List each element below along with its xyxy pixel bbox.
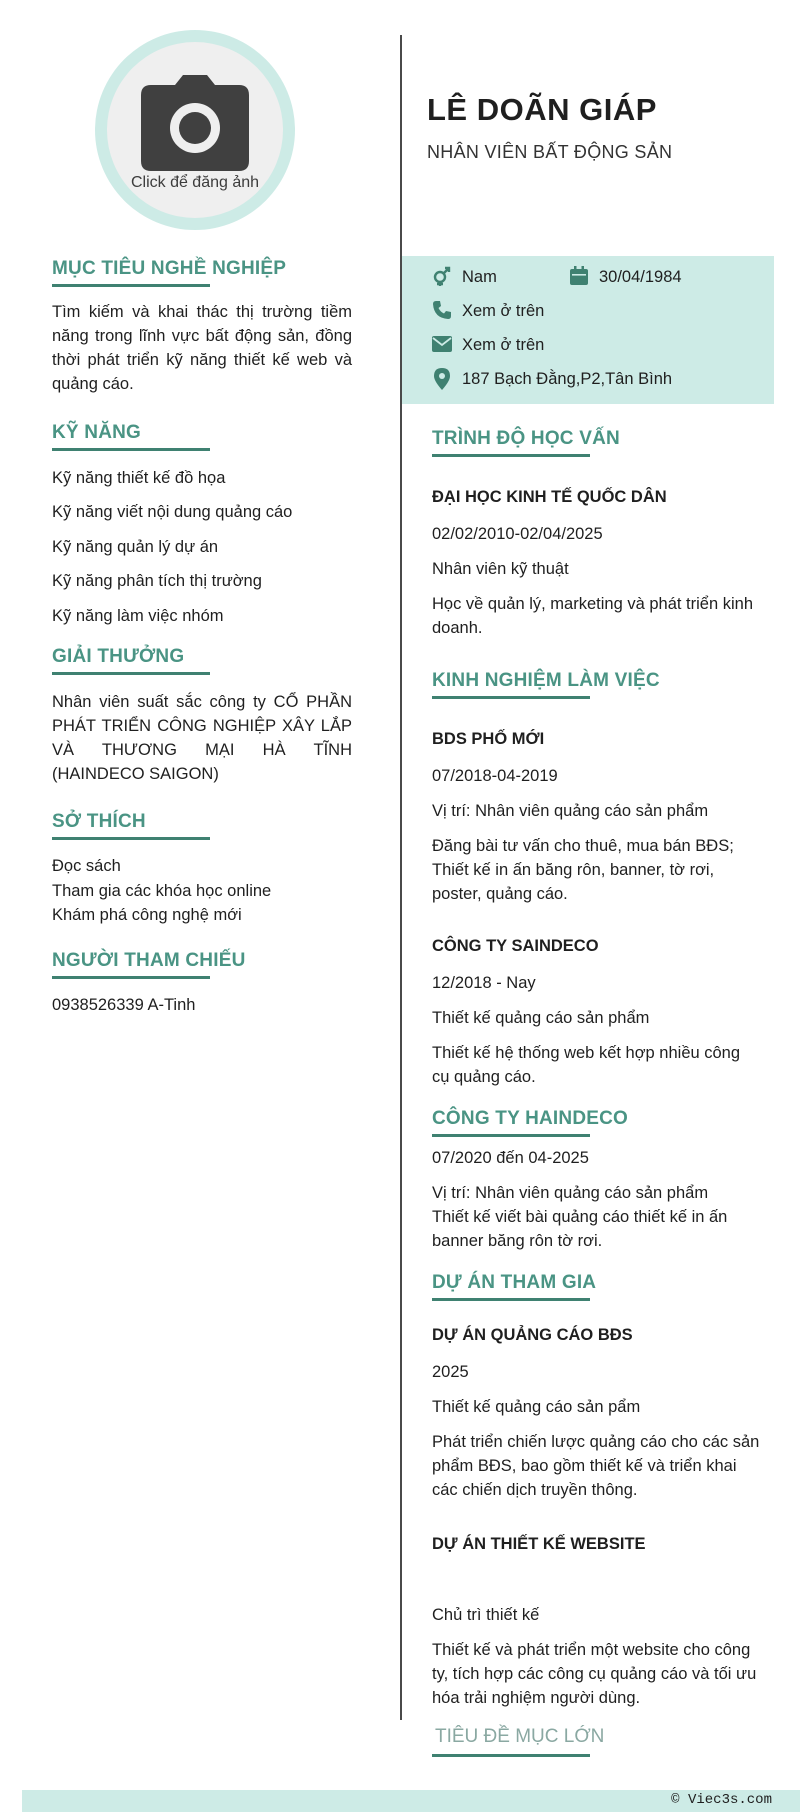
phone-value[interactable]: Xem ở trên — [462, 302, 545, 320]
skills-title[interactable]: KỸ NĂNG — [52, 422, 142, 443]
skill-item[interactable]: Kỹ năng viết nội dung quảng cáo — [52, 503, 293, 521]
hobbies-underline — [52, 837, 210, 840]
hobby-item[interactable]: Khám phá công nghệ mới — [52, 906, 242, 924]
job-desc[interactable]: Thiết kế viết bài quảng cáo thiết kế in ấn banner băng rôn tờ rơi. — [432, 1208, 728, 1250]
education-school[interactable]: ĐẠI HỌC KINH TẾ QUỐC DÂN — [432, 488, 667, 506]
job-desc[interactable]: Thiết kế hệ thống web kết hợp nhiều công cụ quảng cáo. — [432, 1044, 741, 1086]
skill-item[interactable]: Kỹ năng làm việc nhóm — [52, 607, 224, 625]
job-period[interactable]: 12/2018 - Nay — [432, 974, 536, 992]
job-position[interactable]: Vị trí: Nhân viên quảng cáo sản phẩm — [432, 802, 709, 820]
profile-photo[interactable] — [95, 30, 295, 230]
job-company[interactable]: BDS PHỐ MỚI — [432, 730, 545, 748]
job-period[interactable]: 07/2020 đến 04-2025 — [432, 1149, 589, 1167]
project-name[interactable]: DỰ ÁN QUẢNG CÁO BĐS — [432, 1326, 633, 1344]
project-role[interactable]: Thiết kế quảng cáo sản pẩm — [432, 1398, 641, 1416]
hobby-item[interactable]: Đọc sách — [52, 857, 121, 875]
objective-title[interactable]: MỤC TIÊU NGHỀ NGHIỆP — [52, 258, 287, 279]
education-desc[interactable]: Học về quản lý, marketing và phát triển kinh doanh. — [432, 595, 754, 637]
projects-underline — [432, 1298, 590, 1301]
email-value[interactable]: Xem ở trên — [462, 336, 545, 354]
education-major[interactable]: Nhân viên kỹ thuật — [432, 560, 569, 578]
projects-title[interactable]: DỰ ÁN THAM GIA — [432, 1272, 597, 1293]
job-position[interactable]: Thiết kế quảng cáo sản phẩm — [432, 1009, 650, 1027]
project-year[interactable]: 2025 — [432, 1363, 469, 1381]
references-text[interactable]: 0938526339 A-Tinh — [52, 996, 196, 1014]
job-position[interactable]: Vị trí: Nhân viên quảng cáo sản phẩm — [432, 1184, 709, 1202]
job-company-underline — [432, 1134, 590, 1137]
skill-item[interactable]: Kỹ năng quản lý dự án — [52, 538, 219, 556]
awards-title[interactable]: GIẢI THƯỞNG — [52, 646, 185, 667]
phone-icon — [432, 300, 452, 320]
skill-item[interactable]: Kỹ năng phân tích thị trường — [52, 572, 262, 590]
footer-credit: © Viec3s.com — [671, 1792, 772, 1808]
job-period[interactable]: 07/2018-04-2019 — [432, 767, 558, 785]
placeholder-section-title[interactable]: TIÊU ĐỀ MỤC LỚN — [435, 1726, 605, 1747]
job-desc[interactable]: Đăng bài tư vấn cho thuê, mua bán BĐS; Thiết kế in ấn băng rôn, banner, tờ rơi, poster, quảng cáo. — [432, 837, 734, 903]
objective-underline — [52, 284, 210, 287]
gender-icon — [432, 266, 452, 286]
dob-value[interactable]: 30/04/1984 — [599, 268, 682, 286]
address-value[interactable]: 187 Bạch Đằng,P2,Tân Bình — [462, 370, 673, 388]
skill-item[interactable]: Kỹ năng thiết kế đồ họa — [52, 469, 226, 487]
photo-placeholder[interactable] — [107, 42, 283, 218]
placeholder-underline — [432, 1754, 590, 1757]
experience-title[interactable]: KINH NGHIỆM LÀM VIỆC — [432, 670, 660, 691]
project-desc[interactable]: Phát triển chiến lược quảng cáo cho các sản phẩm BĐS, bao gồm thiết kế và triển khai các chiến dịch truyền thông. — [432, 1433, 760, 1499]
education-underline — [432, 454, 590, 457]
awards-underline — [52, 672, 210, 675]
photo-caption: Click để đăng ảnh — [130, 174, 260, 191]
project-desc[interactable]: Thiết kế và phát triển một website cho công ty, tích hợp các công cụ quảng cáo và tối ưu hóa trải nghiệm người dùng. — [432, 1641, 757, 1707]
awards-text[interactable]: Nhân viên suất sắc công ty CỔ PHẦN PHÁT TRIỂN CÔNG NGHIỆP XÂY LẮP VÀ THƯƠNG MẠI HÀ TĨNH (HAINDECO SAIGON) — [52, 693, 352, 783]
calendar-icon — [569, 266, 589, 286]
education-period[interactable]: 02/02/2010-02/04/2025 — [432, 525, 603, 543]
gender-value[interactable]: Nam — [462, 268, 497, 286]
job-company[interactable]: CÔNG TY SAINDECO — [432, 937, 599, 955]
footer-bar — [22, 1790, 800, 1812]
project-role[interactable]: Chủ trì thiết kế — [432, 1606, 540, 1624]
education-title[interactable]: TRÌNH ĐỘ HỌC VẤN — [432, 428, 620, 449]
hobby-item[interactable]: Tham gia các khóa học online — [52, 882, 272, 900]
email-icon — [432, 335, 452, 353]
camera-icon — [141, 75, 249, 171]
job-company-heading[interactable]: CÔNG TY HAINDECO — [432, 1108, 629, 1129]
experience-underline — [432, 696, 590, 699]
project-name[interactable]: DỰ ÁN THIẾT KẾ WEBSITE — [432, 1535, 646, 1553]
candidate-role[interactable]: NHÂN VIÊN BẤT ĐỘNG SẢN — [427, 142, 673, 162]
references-underline — [52, 976, 210, 979]
candidate-name[interactable]: LÊ DOÃN GIÁP — [427, 92, 657, 127]
skills-underline — [52, 448, 210, 451]
location-icon — [434, 368, 450, 390]
objective-text[interactable]: Tìm kiếm và khai thác thị trường tiềm năng trong lĩnh vực bất động sản, đồng thời phát triển kỹ năng thiết kế web và quảng cáo. — [52, 303, 352, 393]
references-title[interactable]: NGƯỜI THAM CHIẾU — [52, 950, 246, 971]
hobbies-title[interactable]: SỞ THÍCH — [52, 811, 146, 832]
